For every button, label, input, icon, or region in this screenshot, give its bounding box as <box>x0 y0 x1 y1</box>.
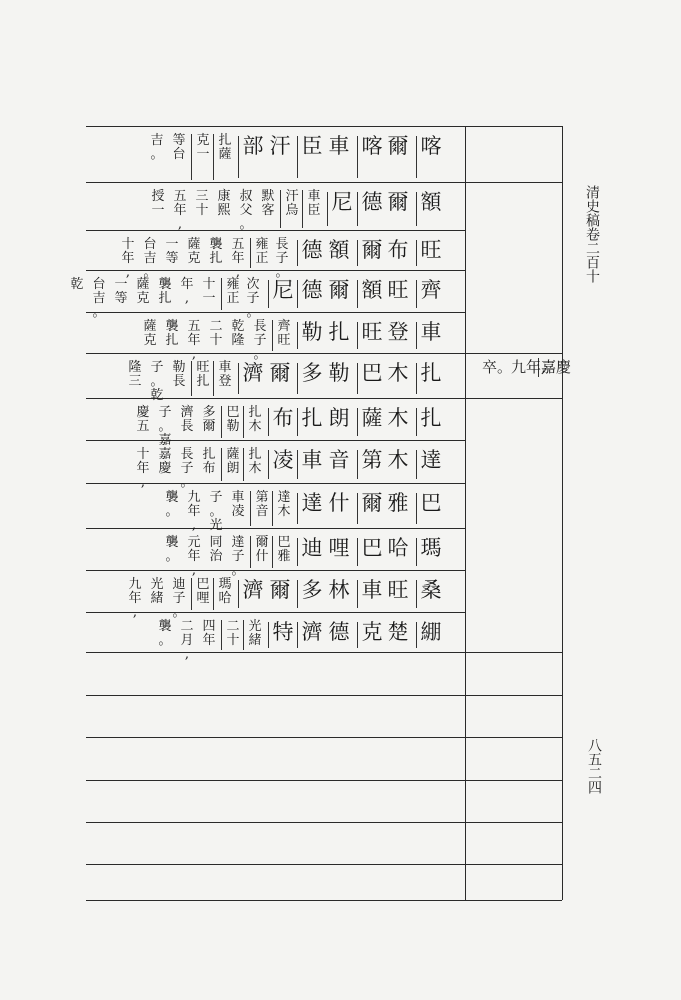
right-note-head: 嘉慶 <box>538 358 571 377</box>
annotation-column: 巴 勒 <box>221 406 243 438</box>
annotation-column: 次 子 。 <box>246 277 260 320</box>
annotation-column: 子 。 嘉 <box>158 405 172 448</box>
annotation-column: 五 年 , <box>173 189 187 232</box>
name-char: 齊 <box>416 280 443 308</box>
name-char: 克 <box>357 622 384 648</box>
annotation-column: 旺 扎 <box>191 361 213 396</box>
annotation-column: 十 年 , <box>121 237 135 280</box>
annotation-column: 襲 。 <box>165 535 179 564</box>
annotation-column: 光 緒 <box>243 620 265 650</box>
annotation-column: 襲 扎 <box>209 237 223 266</box>
name-char: 爾 <box>387 134 409 158</box>
name-char: 尼 <box>327 192 354 226</box>
table-rule <box>86 695 562 696</box>
name-char: 雅 <box>387 491 409 515</box>
annotation-column: 巴 雅 <box>272 536 294 568</box>
annotation-column: 巴 哩 <box>191 578 213 610</box>
annotation-column: 瑪 哈 <box>213 578 235 610</box>
annotation-column: 第 音 <box>250 491 272 526</box>
name-char: 喀 <box>416 136 443 178</box>
table-rule <box>86 864 562 865</box>
annotation-column: 慶 五 <box>136 405 150 434</box>
annotation-column: 雍 正 <box>250 238 272 268</box>
name-char: 濟 <box>238 363 265 394</box>
annotation-column: 車 登 <box>213 361 235 396</box>
name-char: 瑪 <box>416 538 443 566</box>
table-top-border <box>86 126 562 127</box>
annotation-column: 扎 薩 <box>213 134 235 180</box>
name-char: 臣 <box>297 136 324 178</box>
name-char: 巴 <box>357 538 384 566</box>
name-char: 扎 <box>297 408 324 436</box>
name-char: 尼 <box>268 280 295 308</box>
name-char: 額 <box>328 238 350 262</box>
annotation-column: 達 子 。 <box>231 535 245 578</box>
annotation-column: 車 凌 <box>231 490 245 519</box>
name-char: 哈 <box>387 536 409 560</box>
name-char: 旺 <box>416 240 443 266</box>
annotation-column: 三 十 <box>195 189 209 218</box>
table-rule <box>86 440 465 441</box>
page-number: 八五二四 <box>586 738 602 794</box>
annotation-column: 吉 。 <box>150 133 164 162</box>
annotation-column: 子 。 光 <box>209 490 223 533</box>
name-char: 德 <box>328 620 350 644</box>
name-char: 特 <box>268 622 295 648</box>
name-char: 爾 <box>357 240 384 266</box>
name-char: 旺 <box>387 278 409 302</box>
annotation-column: 五 年 , <box>231 237 245 280</box>
annotation-column: 嘉 慶 <box>158 447 172 476</box>
annotation-column: 台 吉 。 <box>92 277 106 320</box>
annotation-column: 齊 旺 <box>272 320 294 351</box>
annotation-column: 隆 三 <box>128 360 142 389</box>
annotation-column: 元 年 , <box>187 535 201 578</box>
table-rule <box>86 353 562 354</box>
annotation-column: 克 一 <box>191 134 213 180</box>
name-char: 車 <box>416 322 443 349</box>
table-rule <box>86 312 465 313</box>
annotation-column: 年 , <box>180 277 194 306</box>
name-char: 達 <box>416 450 443 479</box>
name-char: 爾 <box>328 278 350 302</box>
annotation-column: 二 月 , <box>180 619 194 662</box>
annotation-column: 長 子 。 <box>275 237 289 280</box>
annotation-column: 九 年 , <box>187 490 201 533</box>
name-char: 楚 <box>387 620 409 644</box>
name-char: 額 <box>416 192 443 226</box>
table-rule <box>86 570 465 571</box>
table-rule <box>86 822 562 823</box>
name-char: 車 <box>357 580 384 608</box>
annotation-column: 九 年 , <box>128 577 142 620</box>
annotation-column: 十 一 <box>202 277 216 306</box>
annotation-column: 勒 長 <box>172 360 186 389</box>
name-char: 朗 <box>328 406 350 430</box>
name-char: 多 <box>297 580 324 608</box>
name-char: 巴 <box>357 363 384 394</box>
name-char: 汗 <box>269 134 291 158</box>
annotation-column: 襲 扎 <box>165 319 179 348</box>
annotation-column: 襲 扎 <box>158 277 172 306</box>
name-char: 爾 <box>357 493 384 524</box>
annotation-column: 一 等 <box>114 277 128 306</box>
annotation-column: 雍 正 <box>221 278 243 310</box>
annotation-column: 二 十 <box>221 620 243 650</box>
annotation-column: 薩 克 <box>187 237 201 266</box>
annotation-column: 同 治 <box>209 535 223 564</box>
table-divider-vertical <box>465 126 466 900</box>
annotation-column: 扎 木 <box>243 406 265 438</box>
annotation-column: 多 爾 <box>202 405 216 434</box>
annotation-column: 叔 父 。 <box>239 189 253 232</box>
name-char: 第 <box>357 450 384 479</box>
right-note-death: 卒。 <box>482 358 513 376</box>
name-char: 扎 <box>328 320 350 344</box>
name-char: 德 <box>297 240 324 266</box>
table-rule <box>86 652 562 653</box>
table-rule <box>86 780 562 781</box>
annotation-column: 乾 <box>70 277 84 292</box>
name-char: 達 <box>297 493 324 524</box>
annotation-column: 車 臣 <box>302 190 324 228</box>
annotation-column: 迪 子 。 <box>172 577 186 620</box>
table-rule <box>86 230 465 231</box>
name-char: 部 <box>238 136 265 178</box>
name-char: 布 <box>268 408 295 436</box>
table-rule <box>86 612 465 613</box>
annotation-column: 薩 克 <box>143 319 157 348</box>
annotation-column: 濟 長 <box>180 405 194 434</box>
table-right-border <box>562 126 563 900</box>
name-char: 車 <box>328 134 350 158</box>
name-char: 濟 <box>238 580 265 608</box>
table-rule <box>86 737 562 738</box>
annotation-column: 默 客 <box>261 189 275 218</box>
name-char: 德 <box>297 280 324 308</box>
annotation-column: 襲 。 <box>165 490 179 519</box>
name-char: 扎 <box>416 408 443 436</box>
name-char: 巴 <box>416 493 443 524</box>
name-char: 旺 <box>387 578 409 602</box>
annotation-column: 爾 什 <box>250 536 272 568</box>
name-char: 旺 <box>357 322 384 349</box>
name-char: 勒 <box>297 322 324 349</box>
name-char: 什 <box>328 491 350 515</box>
annotation-column: 一 等 <box>165 237 179 266</box>
name-char: 木 <box>387 406 409 430</box>
annotation-column: 康 熙 <box>217 189 231 218</box>
annotation-column: 長 子 。 <box>180 447 194 490</box>
name-char: 車 <box>297 450 324 479</box>
annotation-column: 十 年 , <box>136 447 150 490</box>
book-title: 清史稿卷二百十 <box>584 185 600 283</box>
name-char: 爾 <box>269 578 291 602</box>
name-char: 爾 <box>269 361 291 385</box>
table-rule <box>86 528 465 529</box>
name-char: 布 <box>387 238 409 262</box>
annotation-column: 薩 朗 <box>221 448 243 481</box>
name-char: 多 <box>297 363 324 394</box>
annotation-column: 達 木 <box>272 491 294 526</box>
table-rule <box>86 182 562 183</box>
name-char: 綳 <box>416 622 443 648</box>
name-char: 凌 <box>268 450 295 479</box>
annotation-column: 汗 烏 <box>280 190 302 228</box>
annotation-column: 授 一 <box>151 189 165 218</box>
annotation-column: 乾 隆 <box>231 319 245 348</box>
annotation-column: 光 緒 <box>150 577 164 606</box>
name-char: 哩 <box>328 536 350 560</box>
annotation-column: 等 台 <box>172 133 186 162</box>
name-char: 勒 <box>328 361 350 385</box>
annotation-column: 子 。 乾 <box>150 360 164 403</box>
annotation-column: 襲 。 <box>158 619 172 648</box>
annotation-column: 長 子 。 <box>253 319 267 362</box>
annotation-column: 扎 木 <box>243 448 265 481</box>
name-char: 音 <box>328 448 350 472</box>
name-char: 喀 <box>357 136 384 178</box>
name-char: 德 <box>357 192 384 226</box>
annotation-column: 二 十 <box>209 319 223 348</box>
annotation-column: 扎 布 <box>202 447 216 476</box>
annotation-column: 薩 克 <box>136 277 150 306</box>
table-bottom-border <box>86 900 562 901</box>
name-char: 爾 <box>387 190 409 214</box>
annotation-column: 五 年 , <box>187 319 201 362</box>
name-char: 林 <box>328 578 350 602</box>
name-char: 薩 <box>357 408 384 436</box>
name-char: 迪 <box>297 538 324 566</box>
annotation-column: 台 吉 。 <box>143 237 157 280</box>
name-char: 木 <box>387 361 409 385</box>
name-char: 濟 <box>297 622 324 648</box>
right-note-year: 九年, <box>511 358 546 376</box>
name-char: 登 <box>387 320 409 344</box>
name-char: 扎 <box>416 363 443 394</box>
name-char: 桑 <box>416 580 443 608</box>
name-char: 額 <box>357 280 384 308</box>
annotation-column: 四 年 <box>202 619 216 648</box>
name-char: 木 <box>387 448 409 472</box>
